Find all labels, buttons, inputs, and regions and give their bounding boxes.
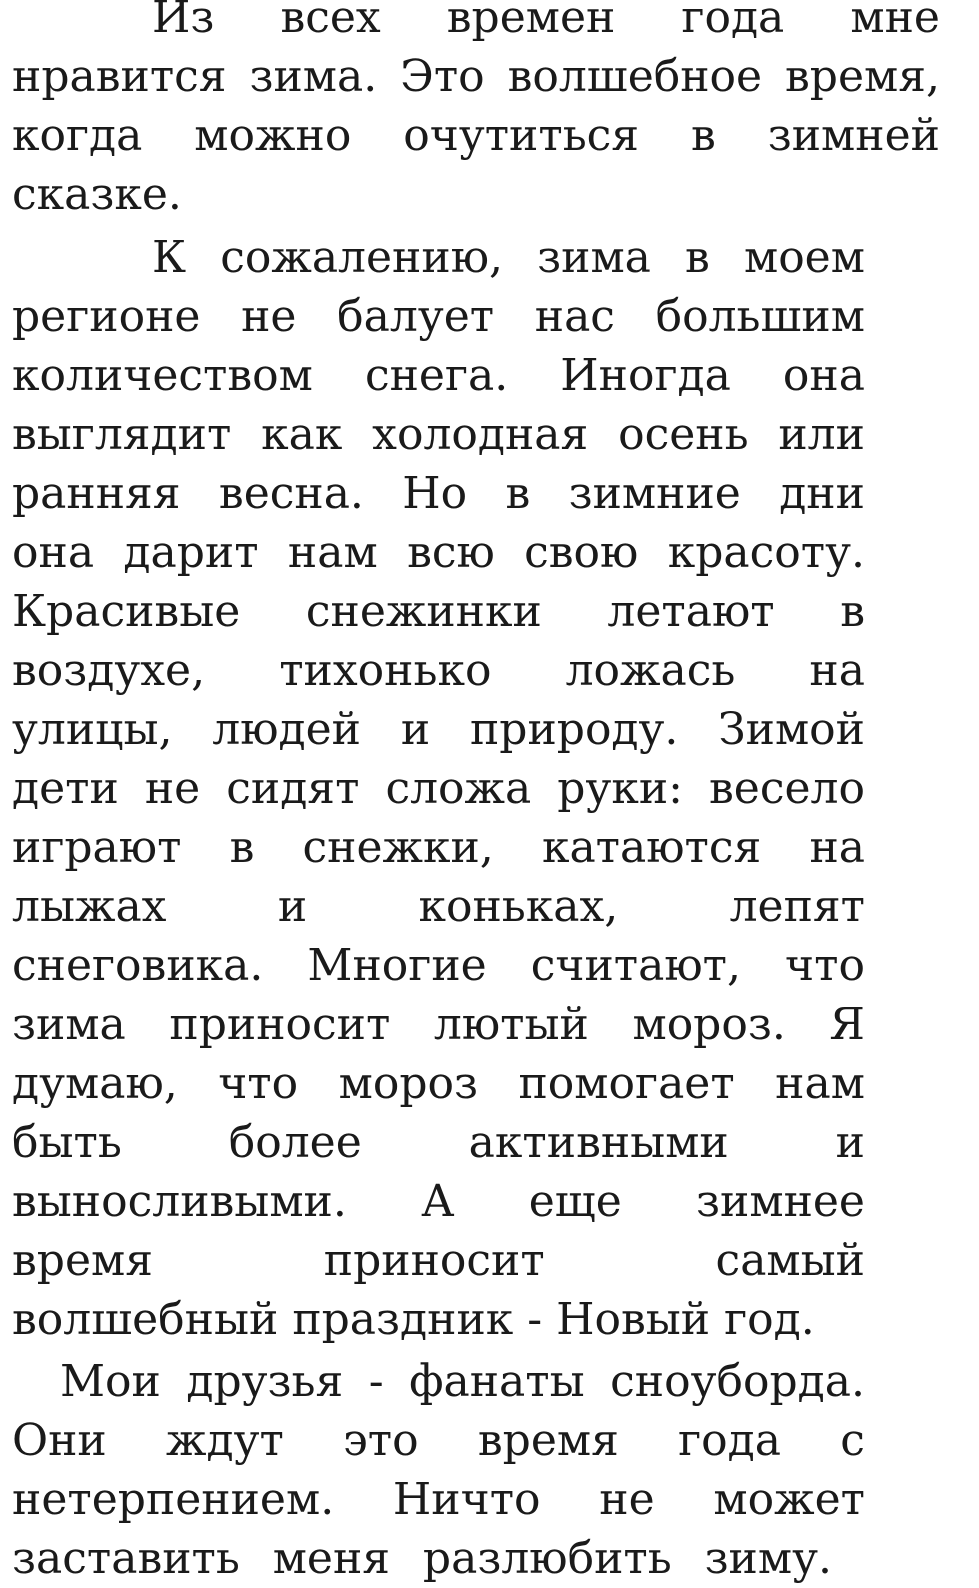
text-line: выносливыми. А еще зимнее (12, 1176, 865, 1227)
text-line: быть более активными и (12, 1117, 865, 1168)
text-line: нравится зима. Это волшебное время, (12, 51, 940, 102)
text-line: время приносит самый (12, 1235, 865, 1286)
text-line: играют в снежки, катаются на (12, 822, 865, 873)
text-line: Мои друзья - фанаты сноуборда. (60, 1356, 865, 1407)
text-line: регионе не балует нас большим (12, 291, 865, 342)
text-line: Они ждут это время года с (12, 1415, 865, 1466)
text-line: заставить меня разлюбить зиму. (12, 1533, 832, 1584)
text-line: Красивые снежинки летают в (12, 586, 865, 637)
text-line: волшебный праздник - Новый год. (12, 1294, 815, 1345)
text-line: когда можно очутиться в зимней (12, 110, 940, 161)
text-line: К сожалению, зима в моем (152, 232, 865, 283)
text-line: она дарит нам всю свою красоту. (12, 527, 865, 578)
text-line: нетерпением. Ничто не может (12, 1474, 865, 1525)
text-line: Из всех времен года мне (152, 0, 940, 43)
text-line: выглядит как холодная осень или (12, 409, 865, 460)
text-line: сказке. (12, 169, 182, 220)
text-line: лыжах и коньках, лепят (12, 881, 865, 932)
text-line: воздухе, тихонько ложась на (12, 645, 865, 696)
text-line: количеством снега. Иногда она (12, 350, 865, 401)
text-line: дети не сидят сложа руки: весело (12, 763, 865, 814)
text-line: снеговика. Многие считают, что (12, 940, 865, 991)
text-line: ранняя весна. Но в зимние дни (12, 468, 865, 519)
text-line: думаю, что мороз помогает нам (12, 1058, 865, 1109)
text-line: улицы, людей и природу. Зимой (12, 704, 865, 755)
text-line: зима приносит лютый мороз. Я (12, 999, 865, 1050)
